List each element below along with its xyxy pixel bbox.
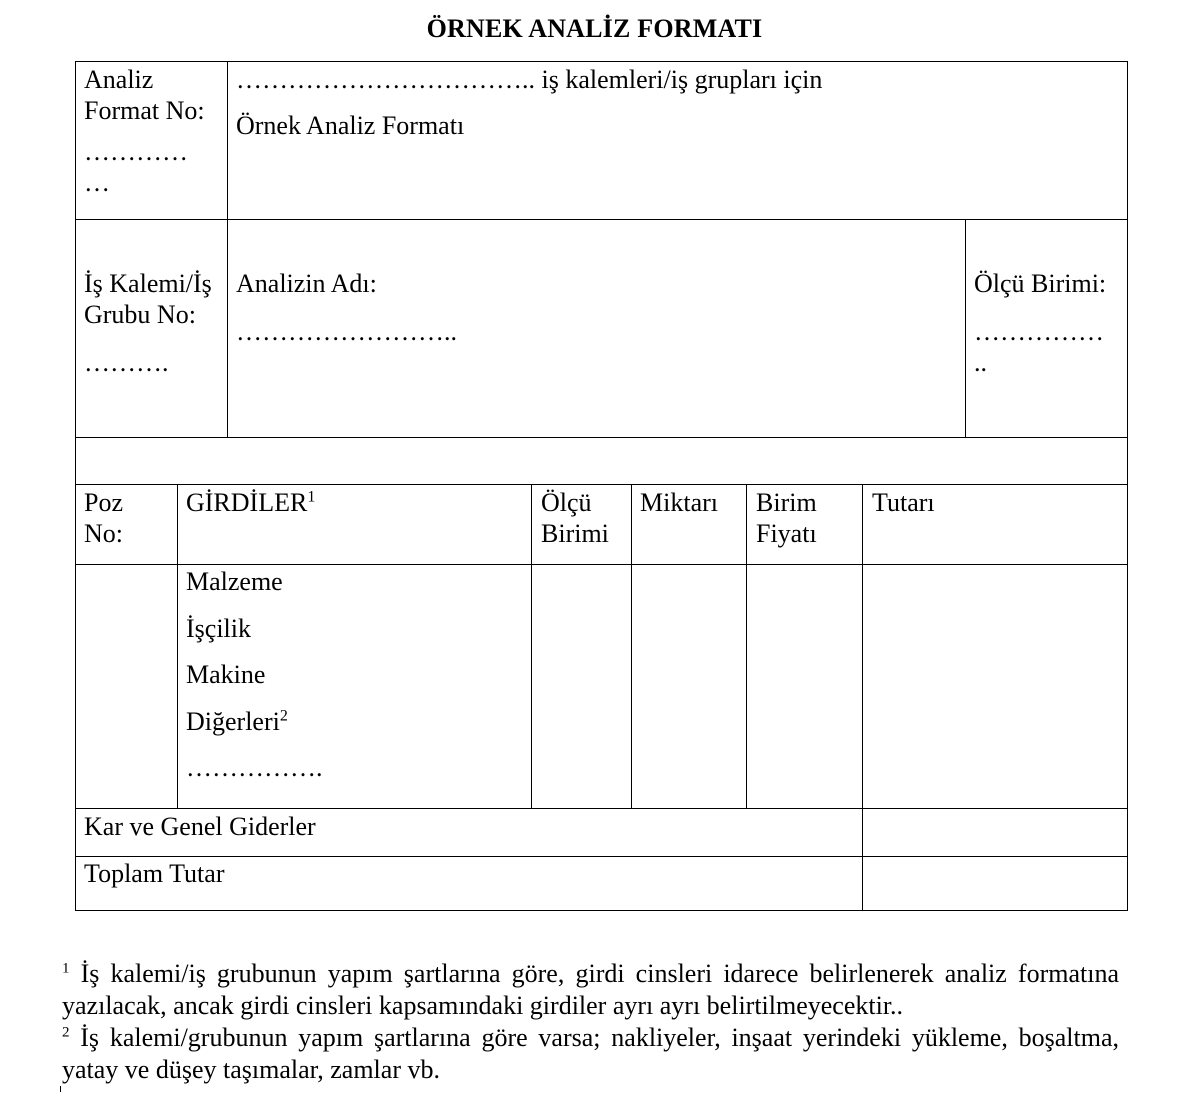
input-others: Diğerleri	[186, 706, 280, 736]
analysis-name-value: ……………………..	[236, 317, 457, 346]
header-text: Fiyatı	[756, 519, 817, 548]
form-border-top	[75, 61, 1127, 62]
header-text: Poz	[84, 488, 123, 517]
unit-value: ……………	[974, 317, 1104, 346]
header-quantity	[640, 487, 718, 518]
format-no-value: …………	[84, 137, 188, 166]
header-inputs	[186, 487, 315, 518]
header-total	[872, 487, 935, 518]
item-no-label: İş Kalemi/İş	[84, 269, 212, 298]
header-text: No:	[84, 519, 123, 548]
cursor-mark	[60, 1086, 61, 1092]
format-description-cell	[236, 64, 822, 141]
format-description: …………………………….. iş kalemleri/iş grupları için	[236, 65, 823, 94]
column-divider	[631, 484, 632, 808]
header-text: Tutarı	[872, 488, 935, 517]
footnote	[62, 1022, 1119, 1086]
column-divider	[227, 61, 228, 437]
item-no-label: Grubu No:	[84, 300, 196, 329]
page-title: ÖRNEK ANALİZ FORMATI	[426, 14, 763, 43]
item-no-value: ……….	[84, 348, 169, 377]
header-text: GİRDİLER	[186, 488, 308, 517]
input-material: Malzeme	[186, 567, 283, 596]
form-divider	[75, 484, 1127, 485]
header-text: Birimi	[541, 519, 609, 548]
column-divider	[965, 219, 966, 437]
unit-cell	[974, 268, 1106, 378]
form-divider	[75, 808, 1127, 809]
form-border-left	[75, 61, 76, 911]
format-description: Örnek Analiz Formatı	[236, 111, 465, 140]
format-no-value: …	[84, 168, 110, 197]
footnote-text: İş kalemi/grubunun yapım şartlarına göre varsa; nakliyeler, inşaat yerindeki yükleme, boşaltma, yatay ve düşey taşımalar, zamlar vb.	[62, 1023, 1119, 1084]
footnote	[62, 958, 1119, 1022]
analysis-name-label: Analizin Adı:	[236, 269, 377, 298]
column-divider	[531, 484, 532, 808]
analysis-form	[75, 61, 1128, 911]
column-divider	[746, 484, 747, 808]
format-no-label: Analiz	[84, 65, 154, 94]
input-more: …………….	[186, 753, 323, 782]
form-divider	[75, 856, 1127, 857]
form-border-bottom	[75, 910, 1127, 911]
unit-label: Ölçü Birimi:	[974, 269, 1107, 298]
format-no-cell	[84, 64, 205, 198]
column-divider	[862, 484, 863, 910]
header-poz-no	[84, 487, 123, 549]
footnote-ref: 1	[307, 488, 316, 506]
header-unit	[541, 487, 609, 549]
format-no-label: Format No:	[84, 96, 205, 125]
footnote-number: 1	[62, 960, 70, 977]
profit-overhead-label: Kar ve Genel Giderler	[84, 812, 316, 841]
header-text: Ölçü	[541, 488, 592, 517]
input-machine: Makine	[186, 660, 266, 689]
form-divider	[75, 437, 1127, 438]
header-text: Miktarı	[640, 488, 718, 517]
inputs-list	[186, 559, 323, 792]
input-labor: İşçilik	[186, 613, 251, 643]
item-no-cell	[84, 268, 212, 378]
footnote-ref: 2	[279, 706, 288, 724]
footnote-text: İş kalemi/iş grubunun yapım şartlarına göre, girdi cinsleri idarece belirlenerek analiz formatına yazılacak, ancak girdi cinsleri kapsamındaki girdiler ayrı ayrı belirtilmeyecektir..	[62, 959, 1119, 1020]
header-unit-price	[756, 487, 817, 549]
total-amount-label: Toplam Tutar	[84, 859, 225, 888]
form-border-right	[1127, 61, 1128, 911]
footnotes	[62, 958, 1119, 1086]
footnote-number: 2	[62, 1024, 70, 1041]
column-divider	[177, 484, 178, 808]
header-text: Birim	[756, 488, 817, 517]
unit-value: ..	[974, 348, 987, 377]
form-divider	[75, 219, 1127, 220]
analysis-name-cell	[236, 268, 457, 347]
